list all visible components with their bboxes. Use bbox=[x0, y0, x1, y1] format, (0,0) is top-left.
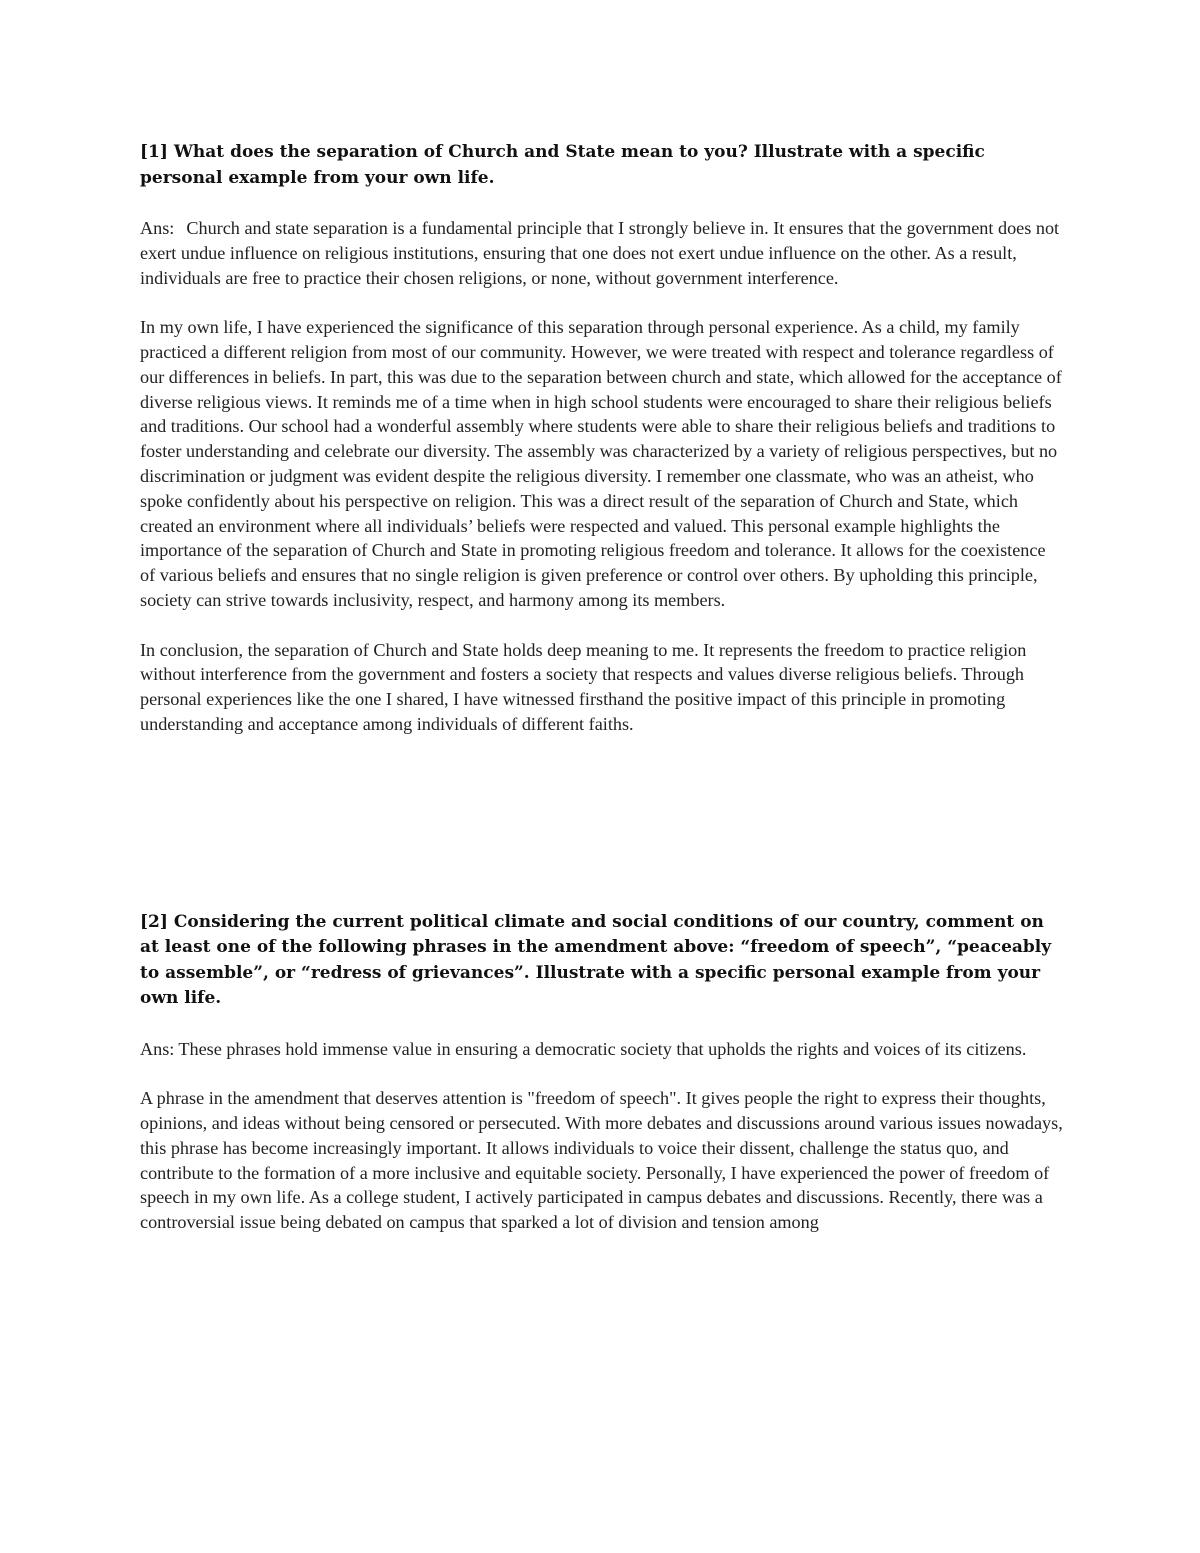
question-1-section bbox=[140, 140, 1065, 737]
question-1-heading: [1] What does the separation of Church and State mean to you? Illustrate with a specific personal example from your own life. bbox=[140, 142, 985, 188]
question-2-heading: [2] Considering the current political climate and social conditions of our country, comment on at least one of the following phrases in the amendment above: “freedom of speech”, “peaceably to assemble”, or “redress of grievances”. Illustrate with a specific personal example from your own life. bbox=[140, 911, 1052, 1009]
answer-1-paragraph-1: In my own life, I have experienced the significance of this separation through personal experience. As a child, my family practiced a different religion from most of our community. However, we were treated with respect and tolerance regardless of our differences in beliefs. In part, this was due to the separation between church and state, which allowed for the acceptance of diverse religious views. It reminds me of a time when in high school students were encouraged to share their religious beliefs and traditions. Our school had a wonderful assembly where students were able to share their religious beliefs and traditions to foster understanding and celebrate our diversity. The assembly was characterized by a variety of religious perspectives, but no discrimination or judgment was evident despite the religious diversity. I remember one classmate, who was an atheist, who spoke confidently about his perspective on religion. This was a direct result of the separation of Church and State, which created an environment where all individuals’ beliefs were respected and valued. This personal example highlights the importance of the separation of Church and State in promoting religious freedom and tolerance. It allows for the coexistence of various beliefs and ensures that no single religion is given preference or control over others. By upholding this principle, society can strive towards inclusivity, respect, and harmony among its members. bbox=[140, 317, 1062, 610]
answer-2-label: Ans: bbox=[140, 1038, 175, 1059]
document-body bbox=[140, 140, 1065, 1260]
answer-2-intro-text: These phrases hold immense value in ensuring a democratic society that upholds the rights and voices of its citizens. bbox=[178, 1038, 1027, 1059]
question-2-section bbox=[140, 910, 1065, 1235]
answer-1-label: Ans: bbox=[140, 218, 175, 238]
answer-2-paragraph-1: A phrase in the amendment that deserves attention is "freedom of speech". It gives people the right to express their thoughts, opinions, and ideas without being censored or persecuted. With more debates and discussions around various issues nowadays, this phrase has become increasingly important. It allows individuals to voice their dissent, challenge the status quo, and contribute to the formation of a more inclusive and equitable society. Personally, I have experienced the power of freedom of speech in my own life. As a college student, I actively participated in campus debates and discussions. Recently, there was a controversial issue being debated on campus that sparked a lot of division and tension among bbox=[140, 1088, 1063, 1233]
answer-2-intro-paragraph bbox=[140, 1037, 1065, 1062]
answer-1-intro-text: Church and state separation is a fundamental principle that I strongly believe in. It ensures that the government does not exert undue influence on religious institutions, ensuring that one does not exert undue influence on the other. As a result, individuals are free to practice their chosen religions, or none, without government interference. bbox=[140, 218, 1060, 288]
answer-1-intro-paragraph bbox=[140, 216, 1065, 290]
answer-1-paragraph-2: In conclusion, the separation of Church and State holds deep meaning to me. It represents the freedom to practice religion without interference from the government and fosters a society that respects and values diverse religious beliefs. Through personal experiences like the one I shared, I have witnessed firsthand the positive impact of this principle in promoting understanding and acceptance among individuals of different faiths. bbox=[140, 639, 1027, 734]
section-spacer bbox=[140, 762, 1065, 910]
